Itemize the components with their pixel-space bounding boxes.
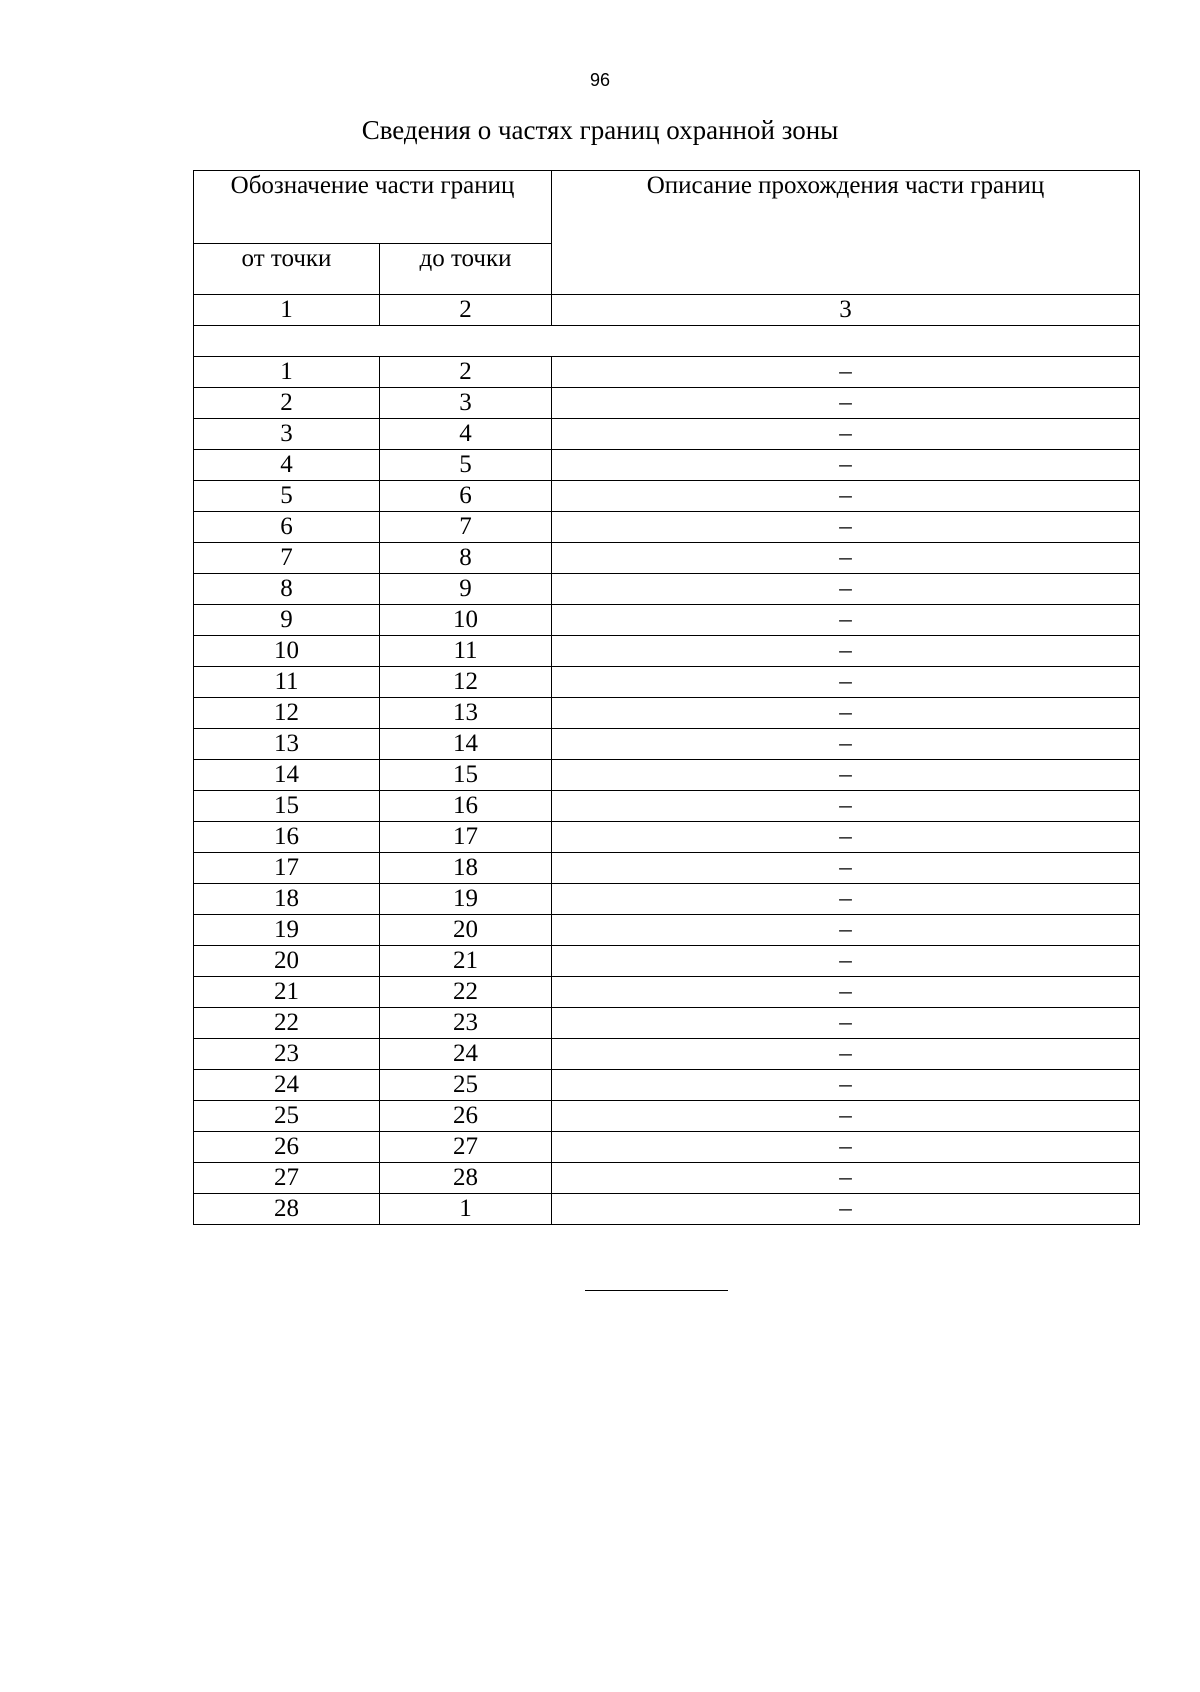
cell-from-point: 7 (194, 543, 380, 574)
table-row (194, 574, 1140, 605)
cell-description: – (552, 450, 1140, 481)
cell-description: – (552, 729, 1140, 760)
cell-from-point: 12 (194, 698, 380, 729)
table-row (194, 1070, 1140, 1101)
table-row (194, 822, 1140, 853)
table-row (194, 1132, 1140, 1163)
cell-to-point: 16 (380, 791, 552, 822)
header-designation: Обозначение части границ (194, 171, 552, 244)
table-row (194, 977, 1140, 1008)
cell-to-point: 9 (380, 574, 552, 605)
table-row (194, 543, 1140, 574)
cell-from-point: 14 (194, 760, 380, 791)
cell-from-point: 1 (194, 357, 380, 388)
cell-from-point: 3 (194, 419, 380, 450)
cell-to-point: 26 (380, 1101, 552, 1132)
cell-from-point: 9 (194, 605, 380, 636)
cell-description: – (552, 1132, 1140, 1163)
cell-to-point: 21 (380, 946, 552, 977)
cell-to-point: 5 (380, 450, 552, 481)
cell-to-point: 15 (380, 760, 552, 791)
cell-to-point: 27 (380, 1132, 552, 1163)
table-row (194, 853, 1140, 884)
column-number: 1 (194, 295, 380, 326)
column-number-row (194, 295, 1140, 326)
cell-to-point: 18 (380, 853, 552, 884)
table-row (194, 357, 1140, 388)
cell-description: – (552, 574, 1140, 605)
header-description: Описание прохождения части границ (552, 171, 1140, 295)
cell-from-point: 11 (194, 667, 380, 698)
cell-from-point: 26 (194, 1132, 380, 1163)
cell-description: – (552, 1008, 1140, 1039)
table-row (194, 1101, 1140, 1132)
cell-to-point: 17 (380, 822, 552, 853)
cell-description: – (552, 977, 1140, 1008)
cell-description: – (552, 636, 1140, 667)
header-from-point: от точки (194, 244, 380, 295)
table-row (194, 791, 1140, 822)
table-row (194, 388, 1140, 419)
group-row (194, 326, 1140, 357)
table-row (194, 512, 1140, 543)
cell-description: – (552, 822, 1140, 853)
table-row (194, 698, 1140, 729)
cell-to-point: 12 (380, 667, 552, 698)
table-row (194, 1039, 1140, 1070)
cell-from-point: 18 (194, 884, 380, 915)
table-row (194, 946, 1140, 977)
cell-to-point: 14 (380, 729, 552, 760)
cell-description: – (552, 357, 1140, 388)
cell-description: – (552, 1194, 1140, 1225)
cell-to-point: 8 (380, 543, 552, 574)
cell-to-point: 11 (380, 636, 552, 667)
cell-to-point: 24 (380, 1039, 552, 1070)
cell-to-point: 19 (380, 884, 552, 915)
cell-from-point: 17 (194, 853, 380, 884)
header-to-point: до точки (380, 244, 552, 295)
cell-from-point: 2 (194, 388, 380, 419)
group-label (194, 326, 1140, 357)
table-row (194, 1008, 1140, 1039)
column-number: 3 (552, 295, 1140, 326)
cell-from-point: 20 (194, 946, 380, 977)
cell-from-point: 13 (194, 729, 380, 760)
cell-description: – (552, 512, 1140, 543)
cell-description: – (552, 1163, 1140, 1194)
table-row (194, 1194, 1140, 1225)
page-title: Сведения о частях границ охранной зоны (361, 115, 839, 145)
cell-description: – (552, 667, 1140, 698)
cell-from-point: 19 (194, 915, 380, 946)
cell-description: – (552, 543, 1140, 574)
cell-description: – (552, 388, 1140, 419)
table-row (194, 915, 1140, 946)
cell-from-point: 22 (194, 1008, 380, 1039)
footer-rule (585, 1290, 728, 1291)
cell-to-point: 2 (380, 357, 552, 388)
cell-to-point: 28 (380, 1163, 552, 1194)
cell-from-point: 5 (194, 481, 380, 512)
table-row (194, 884, 1140, 915)
table-row (194, 450, 1140, 481)
column-number: 2 (380, 295, 552, 326)
cell-description: – (552, 481, 1140, 512)
cell-description: – (552, 760, 1140, 791)
cell-description: – (552, 1070, 1140, 1101)
header-row (194, 171, 1140, 244)
cell-to-point: 10 (380, 605, 552, 636)
cell-description: – (552, 1039, 1140, 1070)
cell-from-point: 8 (194, 574, 380, 605)
cell-from-point: 24 (194, 1070, 380, 1101)
table-row (194, 481, 1140, 512)
cell-to-point: 13 (380, 698, 552, 729)
cell-from-point: 10 (194, 636, 380, 667)
table-row (194, 667, 1140, 698)
cell-from-point: 23 (194, 1039, 380, 1070)
cell-to-point: 3 (380, 388, 552, 419)
table-row (194, 419, 1140, 450)
cell-from-point: 16 (194, 822, 380, 853)
cell-description: – (552, 605, 1140, 636)
cell-description: – (552, 698, 1140, 729)
cell-to-point: 6 (380, 481, 552, 512)
cell-to-point: 25 (380, 1070, 552, 1101)
cell-description: – (552, 791, 1140, 822)
cell-from-point: 27 (194, 1163, 380, 1194)
cell-description: – (552, 946, 1140, 977)
cell-to-point: 23 (380, 1008, 552, 1039)
cell-from-point: 4 (194, 450, 380, 481)
table-body (194, 171, 1140, 1225)
table-row (194, 1163, 1140, 1194)
table-row (194, 636, 1140, 667)
cell-to-point: 7 (380, 512, 552, 543)
boundary-parts-table (193, 170, 1140, 1225)
table-row (194, 605, 1140, 636)
cell-description: – (552, 1101, 1140, 1132)
cell-from-point: 15 (194, 791, 380, 822)
cell-to-point: 1 (380, 1194, 552, 1225)
cell-description: – (552, 884, 1140, 915)
cell-from-point: 28 (194, 1194, 380, 1225)
cell-from-point: 21 (194, 977, 380, 1008)
table-row (194, 760, 1140, 791)
cell-description: – (552, 419, 1140, 450)
cell-description: – (552, 853, 1140, 884)
page-number: 96 (589, 70, 611, 90)
cell-description: – (552, 915, 1140, 946)
cell-to-point: 20 (380, 915, 552, 946)
cell-from-point: 6 (194, 512, 380, 543)
cell-to-point: 22 (380, 977, 552, 1008)
cell-from-point: 25 (194, 1101, 380, 1132)
table-row (194, 729, 1140, 760)
cell-to-point: 4 (380, 419, 552, 450)
